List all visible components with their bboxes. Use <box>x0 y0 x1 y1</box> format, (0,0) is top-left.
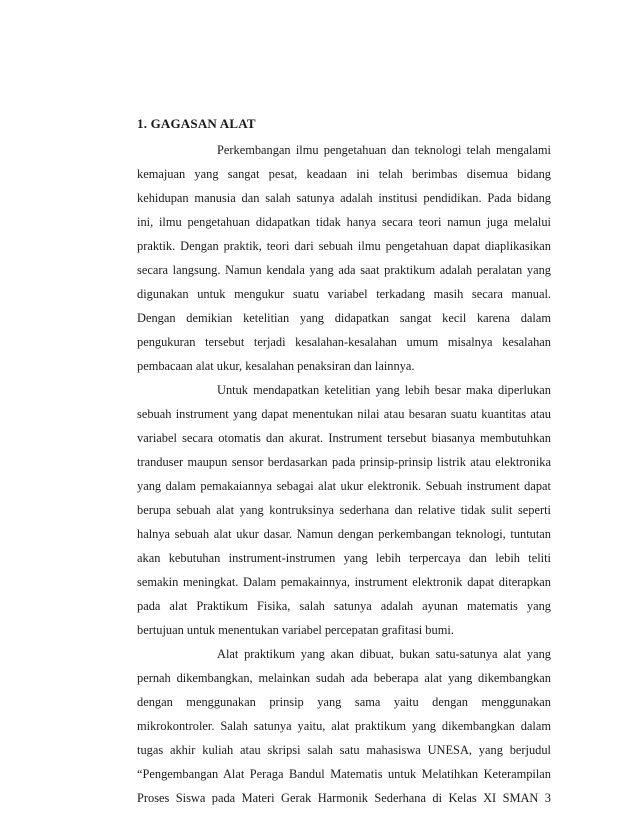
paragraph-line: Dengan demikian ketelitian yang didapatkan sangat kecil karena dalam <box>137 311 551 325</box>
paragraph-line: pembacaan alat ukur, kesalahan penaksiran dan lainnya. <box>137 359 415 373</box>
paragraph-line: bertujuan untuk menentukan variabel percepatan grafitasi bumi. <box>137 623 454 637</box>
paragraph-line: dengan menggunakan prinsip yang sama yaitu dengan menggunakan <box>137 695 551 709</box>
paragraph-line: yang dalam pemakaiannya sebagai alat ukur elektronik. Sebuah instrument dapat <box>137 479 551 493</box>
paragraph-line: berupa sebuah alat yang kontruksinya sederhana dan relative tidak sulit seperti <box>137 503 551 517</box>
paragraph-line: mikrokontroler. Salah satunya yaitu, alat praktikum yang dikembangkan dalam <box>137 719 551 733</box>
paragraph-line: “Pengembangan Alat Peraga Bandul Matematis untuk Melatihkan Keterampilan <box>137 767 551 781</box>
paragraph-line: variabel secara otomatis dan akurat. Instrument tersebut biasanya membutuhkan <box>137 431 551 445</box>
section-heading: 1. GAGASAN ALAT <box>137 116 256 131</box>
paragraph-line: pengukuran tersebut terjadi kesalahan-kesalahan umum misalnya kesalahan <box>137 335 551 349</box>
paragraph-line: Proses Siswa pada Materi Gerak Harmonik Sederhana di Kelas XI SMAN 3 <box>137 791 551 805</box>
paragraph-line: akan kebutuhan instrument-instrumen yang lebih terpercaya dan lebih teliti <box>137 551 551 565</box>
paragraph-line: Alat praktikum yang akan dibuat, bukan satu-satunya alat yang <box>217 647 551 661</box>
paragraph-line: kehidupan manusia dan salah satunya adalah institusi pendidikan. Pada bidang <box>137 191 551 205</box>
paragraph-line: tranduser maupun sensor berdasarkan pada prinsip-prinsip listrik atau elektronika <box>137 455 551 469</box>
paragraph-line: secara langsung. Namun kendala yang ada saat praktikum adalah peralatan yang <box>137 263 551 277</box>
paragraph-line: pernah dikembangkan, melainkan sudah ada beberapa alat yang dikembangkan <box>137 671 551 685</box>
paragraph-line: Untuk mendapatkan ketelitian yang lebih besar maka diperlukan <box>217 383 551 397</box>
paragraph-line: sebuah instrument yang dapat menentukan nilai atau besaran suatu kuantitas atau <box>137 407 551 421</box>
paragraph-line: kemajuan yang sangat pesat, keadaan ini telah berimbas disemua bidang <box>137 167 551 181</box>
paragraph-line: pada alat Praktikum Fisika, salah satunya adalah ayunan matematis yang <box>137 599 551 613</box>
paragraph-line: digunakan untuk mengukur suatu variabel terkadang masih secara manual. <box>137 287 551 301</box>
paragraph-line: halnya sebuah alat ukur dasar. Namun dengan perkembangan teknologi, tuntutan <box>137 527 551 541</box>
paragraph-line: semakin meningkat. Dalam pemakainnya, instrument elektronik dapat diterapkan <box>137 575 551 589</box>
paragraph-line: ini, ilmu pengetahuan didapatkan tidak hanya secara teori namun juga melalui <box>137 215 551 229</box>
paragraph-line: Perkembangan ilmu pengetahuan dan teknologi telah mengalami <box>217 143 551 157</box>
paragraph-line: praktik. Dengan praktik, teori dari sebuah ilmu pengetahuan dapat diaplikasikan <box>137 239 551 253</box>
paragraph-line: tugas akhir kuliah atau skripsi salah satu mahasiswa UNESA, yang berjudul <box>137 743 551 757</box>
